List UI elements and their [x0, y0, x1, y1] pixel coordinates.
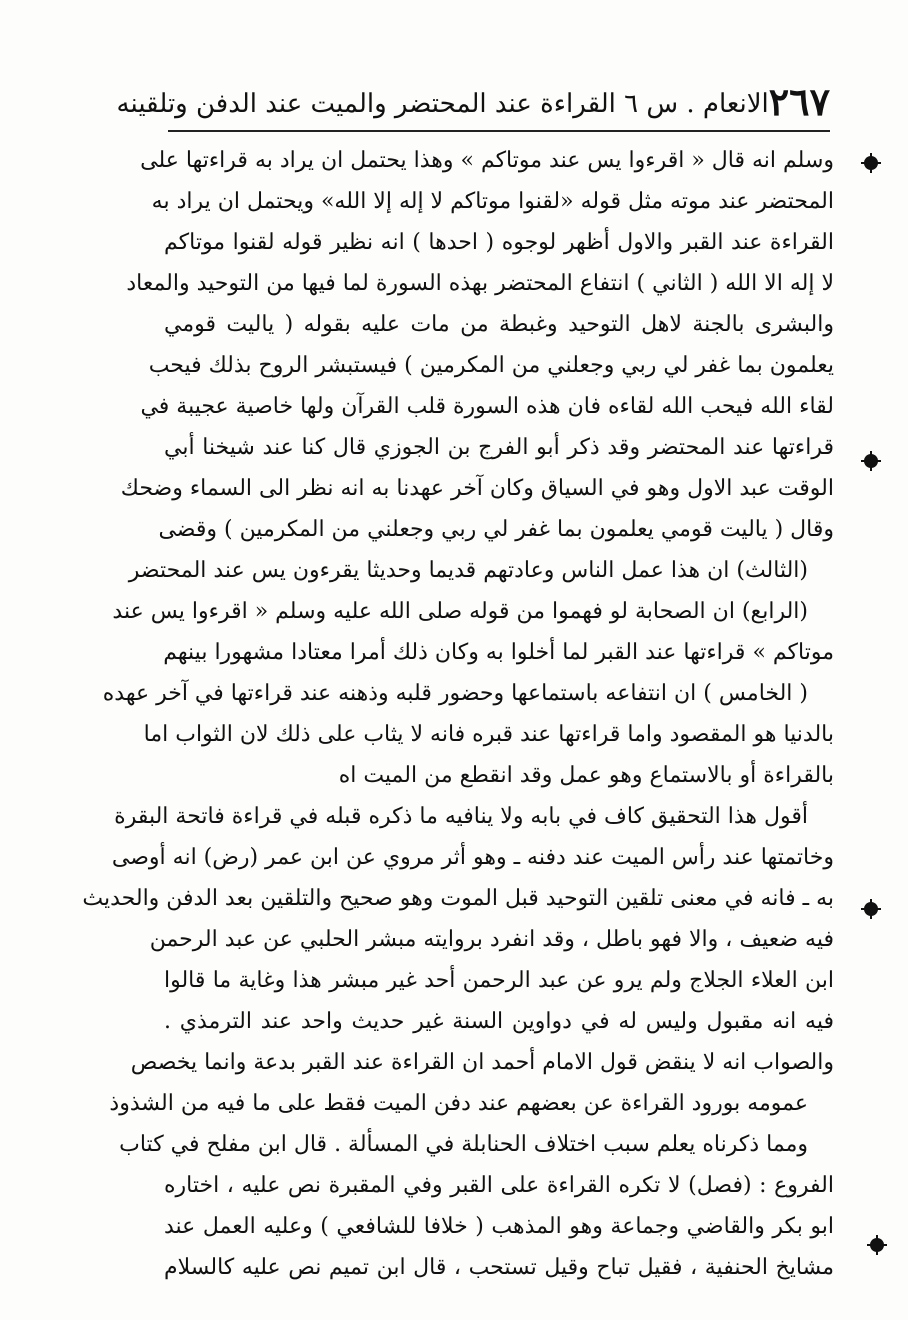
text-line: ابن العلاء الجلاج ولم يرو عن عبد الرحمن أحد غير مبشر هذا وغاية ما قالوا — [164, 968, 834, 993]
page-header — [116, 72, 830, 124]
text-line: فيه انه مقبول وليس له في دواوين السنة غير حديث واحد عند الترمذي . — [164, 1009, 834, 1034]
text-line: الوقت عبد الاول وهو في السياق وكان آخر عهدنا به انه نظر الى السماء وضحك — [120, 476, 834, 501]
text-line: ابو بكر والقاضي وجماعة وهو المذهب ( خلافا للشافعي ) وعليه العمل عند — [164, 1214, 834, 1239]
running-title: الانعام . س ٦ القراءة عند المحتضر والميت عند الدفن وتلقينه — [116, 89, 769, 119]
page-number: ٢٦٧ — [768, 79, 830, 124]
text-line: ( الخامس ) ان انتفاعه باستماعها وحضور قلبه وذهنه عند قراءتها في آخر عهده — [102, 681, 808, 706]
star-mark — [864, 902, 878, 916]
text-line: موتاكم » قراءتها عند القبر لما أخلوا به وكان ذلك أمرا معتادا مشهورا بينهم — [163, 640, 834, 665]
text-line: مشايخ الحنفية ، فقيل تباح وقيل تستحب ، قال ابن تميم نص عليه كالسلام — [164, 1255, 834, 1280]
text-line: به ـ فانه في معنى تلقين التوحيد قبل الموت وهو صحيح والتلقين بعد الدفن والحديث — [82, 886, 834, 911]
text-line: والصواب انه لا ينقض قول الامام أحمد ان القراءة عند القبر بدعة وانما يخصص — [130, 1050, 834, 1075]
text-line: الفروع : (فصل) لا تكره القراءة على القبر وفي المقبرة نص عليه ، اختاره — [164, 1173, 834, 1198]
text-line: أقول هذا التحقيق كاف في بابه ولا ينافيه ما ذكره قبله في قراءة فاتحة البقرة — [114, 804, 808, 829]
text-line: بالقراءة أو بالاستماع وهو عمل وقد انقطع من الميت اه — [338, 763, 834, 788]
text-line: وسلم انه قال « اقرءوا يس عند موتاكم » وهذا يحتمل ان يراد به قراءتها على — [140, 148, 834, 173]
text-line: القراءة عند القبر والاول أظهر لوجوه ( احدها ) انه نظير قوله لقنوا موتاكم — [164, 230, 834, 255]
text-line: وقال ( ياليت قومي يعلمون بما غفر لي ربي وجعلني من المكرمين ) وقضى — [158, 517, 834, 542]
text-line: والبشرى بالجنة لاهل التوحيد وغبطة من مات عليه بقوله ( ياليت قومي — [164, 312, 834, 337]
star-mark — [864, 156, 878, 170]
text-line: (الرابع) ان الصحابة لو فهموا من قوله صلى الله عليه وسلم « اقرءوا يس عند — [112, 599, 808, 624]
text-line: وخاتمتها عند رأس الميت عند دفنه ـ وهو أثر مروي عن ابن عمر (رض) انه أوصى — [111, 845, 834, 870]
star-mark — [870, 1238, 884, 1252]
text-line: (الثالث) ان هذا عمل الناس وعادتهم قديما وحديثا يقرءون يس عند المحتضر — [128, 558, 808, 583]
text-line: بالدنيا هو المقصود واما قراءتها عند قبره فانه لا يثاب على ذلك لان الثواب اما — [143, 722, 834, 747]
text-line: لقاء الله فيحب الله لقاءه فان هذه السورة قلب القرآن ولها خاصية عجيبة في — [140, 394, 834, 419]
text-line: يعلمون بما غفر لي ربي وجعلني من المكرمين ) فيستبشر الروح بذلك فيحب — [148, 353, 834, 378]
text-line: لا إله الا الله ( الثاني ) انتفاع المحتضر بهذه السورة لما فيها من التوحيد والمعاد — [126, 271, 834, 296]
text-line: فيه ضعيف ، والا فهو باطل ، وقد انفرد بروايته مبشر الحلبي عن عبد الرحمن — [149, 927, 834, 952]
body-text — [82, 140, 834, 1288]
text-line: المحتضر عند موته مثل قوله «لقنوا موتاكم لا إله إلا الله» ويحتمل ان يراد به — [151, 189, 834, 214]
text-line: ومما ذكرناه يعلم سبب اختلاف الحنابلة في المسألة . قال ابن مفلح في كتاب — [119, 1132, 808, 1157]
text-line: قراءتها عند المحتضر وقد ذكر أبو الفرج بن الجوزي قال كنا عند شيخنا أبي — [164, 435, 834, 460]
header-rule — [168, 130, 830, 132]
text-line: عمومه بورود القراءة عن بعضهم عند دفن الميت فقط على ما فيه من الشذوذ — [109, 1091, 808, 1116]
star-mark — [864, 454, 878, 468]
